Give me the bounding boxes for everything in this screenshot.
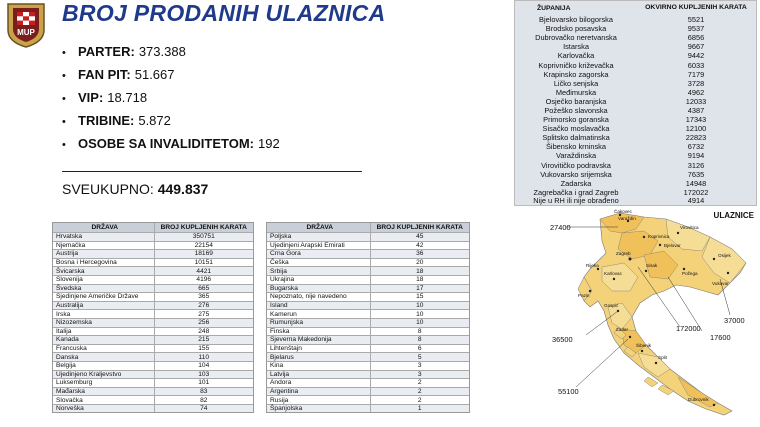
country-table-header: DRŽAVA BROJ KUPLJENIH KARATA [53,223,253,232]
table-row [53,232,253,241]
table-row [515,51,756,60]
table-row [267,335,469,344]
row-name: Varaždinska [555,151,597,161]
table-row [515,70,756,79]
row-value: 104 [154,362,254,370]
row-value: 4914 [687,196,705,206]
row-value: 6033 [687,60,705,70]
table-row [515,79,756,88]
bullet-icon: • [62,139,66,151]
row-value: 9442 [687,51,705,61]
table-row [267,318,469,327]
row-name: Španjolska [270,405,303,413]
table-row [267,258,469,267]
map-label: 172000 [676,324,701,333]
row-value: 10 [370,319,470,327]
table-row [53,378,253,387]
row-name: Šibensko krninska [546,142,606,152]
row-name: Virovitičko podravska [541,160,611,170]
row-name: Kina [270,362,284,370]
row-name: Luksemburg [56,379,93,387]
row-value: 36 [370,250,470,258]
row-value: 2 [370,396,470,404]
table-row [53,309,253,318]
table-row [267,249,469,258]
row-name: Kamerun [270,310,297,318]
row-name: Kanada [56,336,79,344]
city-label: Dubrovnik [688,397,709,402]
table-row [267,266,469,275]
city-label: Čakovec [614,209,632,214]
table-row [267,352,469,361]
table-row [267,292,469,301]
table-row [267,370,469,379]
row-name: Nepoznato, nije navedeno [270,293,347,301]
country-table-left [52,222,254,413]
row-name: Crna Gora [270,250,301,258]
row-name: Rumunjska [270,319,303,327]
table-row [515,97,756,106]
row-name: Primorsko goranska [543,115,609,125]
table-row [53,301,253,310]
table-row [53,344,253,353]
row-name: Slovačka [56,396,83,404]
table-row [267,387,469,396]
row-value: 83 [154,388,254,396]
city-label: Pazin [578,293,590,298]
row-name: Bosna i Hercegovina [56,259,117,267]
row-value: 17 [370,285,470,293]
row-name: Srbija [270,267,287,275]
table-row [515,24,756,33]
row-name: Nije u RH ili nije obrađeno [533,196,619,206]
row-name: Island [270,302,288,310]
row-name: Dubrovačko neretvanska [535,33,617,43]
row-value: 2 [370,379,470,387]
country-table-header: DRŽAVA BROJ KUPLJENIH KARATA [267,223,469,232]
row-value: 350751 [154,233,254,241]
city-label: Sisak [646,263,658,268]
table-row [53,275,253,284]
city-label: Osijek [718,253,731,258]
row-name: Andora [270,379,292,387]
divider [62,171,362,172]
county-table [514,0,757,206]
row-value: 276 [154,302,254,310]
svg-text:MUP: MUP [17,28,35,37]
table-row [515,133,756,142]
table-row [53,352,253,361]
table-row [53,266,253,275]
row-name: Osječko baranjska [545,96,607,106]
table-row [515,42,756,51]
row-name: Vukovarsko srijemska [540,169,612,179]
table-row [53,292,253,301]
table-row [267,404,469,413]
row-name: Australija [56,302,84,310]
table-row [53,318,253,327]
row-value: 82 [154,396,254,404]
row-name: Švicarska [56,267,85,275]
row-name: Češka [270,259,289,267]
row-value: 18 [370,276,470,284]
page-title: BROJ PRODANIH ULAZNICA [62,0,386,26]
city-label: Vukovar [712,281,729,286]
row-value: 9194 [687,151,705,161]
city-label: Varaždin [618,216,636,221]
row-value: 5521 [687,15,705,25]
row-name: Francuska [56,345,87,353]
row-name: Zagrebačka i grad Zagreb [533,187,619,197]
row-value: 22823 [685,133,707,143]
row-name: Hrvatska [56,233,83,241]
table-row [53,361,253,370]
city-label: Virovitica [680,225,699,230]
row-value: 8 [370,336,470,344]
map-label: 37000 [724,316,745,325]
row-name: Zadarska [560,178,592,188]
row-name: Ujedinjeno Kraljevstvo [56,370,122,378]
row-value: 365 [154,293,254,301]
row-value: 256 [154,319,254,327]
row-value: 215 [154,336,254,344]
row-name: Njemačka [56,241,86,249]
table-row [53,249,253,258]
croatia-map-shape [518,207,760,422]
row-value: 155 [154,345,254,353]
stat-invaliditet: • OSOBE SA INVALIDITETOM: 192 [62,136,280,151]
city-label: Gospić [604,303,619,308]
row-value: 5 [370,353,470,361]
table-row [267,344,469,353]
table-row [267,232,469,241]
bullet-icon: • [62,47,66,59]
row-name: Istarska [563,42,589,52]
table-row [515,15,756,24]
row-value: 4962 [687,87,705,97]
row-name: Rusija [270,396,289,404]
row-value: 42 [370,242,470,250]
row-value: 6856 [687,33,705,43]
row-name: Bjelovarsko bilogorska [539,15,613,25]
row-name: Nizozemska [56,319,92,327]
table-row [53,258,253,267]
row-value: 14948 [685,178,707,188]
row-value: 4387 [687,105,705,115]
row-name: Brodsko posavska [545,24,607,34]
row-name: Danska [56,353,79,361]
row-value: 15 [370,293,470,301]
row-value: 17343 [685,115,707,125]
row-value: 7635 [687,169,705,179]
row-name: Sjedinjene Američke Države [56,293,139,301]
table-row [267,284,469,293]
table-row [53,241,253,250]
table-row [515,151,756,160]
bullet-icon: • [62,93,66,105]
row-name: Poljska [270,233,292,241]
row-name: Italija [56,327,72,335]
row-name: Ukrajina [270,276,295,284]
map-label: 17600 [710,333,731,342]
table-row [515,170,756,179]
row-name: Požeško slavonska [544,105,608,115]
table-row [53,370,253,379]
croatia-map [518,207,760,422]
city-label: Koprivnica [648,234,670,239]
map-title: ULAZNICE [713,211,754,220]
map-label: 36500 [552,335,573,344]
city-label: Zagreb [616,251,631,256]
row-value: 2 [370,388,470,396]
row-name: Splitsko dalmatinska [542,133,610,143]
row-name: Lihtenštajn [270,345,302,353]
row-name: Švedska [56,284,82,292]
table-row [53,335,253,344]
row-name: Karlovačka [557,51,595,61]
stat-vip: • VIP: 18.718 [62,90,148,105]
ticket-stats-list [62,44,382,159]
table-row [515,124,756,133]
row-value: 12033 [685,96,707,106]
table-row [267,301,469,310]
city-label: Bjelovar [664,243,681,248]
row-name: Krapinsko zagorska [543,69,609,79]
row-value: 8 [370,328,470,336]
city-label: Rijeka [586,263,599,268]
table-row [267,361,469,370]
row-value: 9537 [687,24,705,34]
row-value: 3728 [687,78,705,88]
row-value: 101 [154,379,254,387]
row-name: Bjelarus [270,353,294,361]
table-row [515,197,756,206]
mup-logo [4,2,48,48]
row-value: 18 [370,267,470,275]
table-row [515,142,756,151]
bullet-icon: • [62,116,66,128]
map-label: 55100 [558,387,579,396]
row-name: Ličko senjska [553,78,599,88]
city-label: Požega [682,271,698,276]
row-value: 18169 [154,250,254,258]
stat-tribine: • TRIBINE: 5.872 [62,113,171,128]
country-table-right [266,222,470,413]
total-sum: SVEUKUPNO: 449.837 [62,181,209,197]
table-row [515,106,756,115]
row-value: 3 [370,371,470,379]
row-value: 10 [370,310,470,318]
row-value: 20 [370,259,470,267]
city-label: Split [658,355,667,360]
map-label: 27400 [550,223,571,232]
row-name: Sjeverna Makedonija [270,336,332,344]
row-value: 6732 [687,142,705,152]
row-value: 4196 [154,276,254,284]
row-name: Mađarska [56,387,85,395]
row-name: Finska [270,327,290,335]
row-name: Bugarska [270,284,298,292]
row-name: Sisačko moslavačka [542,124,610,134]
table-row [515,60,756,69]
table-row [267,309,469,318]
row-value: 22154 [154,242,254,250]
city-label: Zadar [616,327,629,332]
table-row [267,275,469,284]
row-value: 275 [154,310,254,318]
row-value: 12100 [685,124,707,134]
row-name: Irska [56,310,71,318]
table-row [53,387,253,396]
row-value: 4421 [154,267,254,275]
row-value: 248 [154,328,254,336]
row-name: Koprivničko križevačka [538,60,614,70]
row-value: 3126 [687,160,705,170]
row-value: 7179 [687,69,705,79]
row-value: 6 [370,345,470,353]
stat-parter: • PARTER: 373.388 [62,44,186,59]
table-row [53,284,253,293]
row-name: Ujedinjeni Arapski Emirati [270,241,345,249]
row-name: Austrija [56,250,78,258]
row-name: Belgija [56,362,76,370]
stat-fan-pit: • FAN PIT: 51.667 [62,67,175,82]
row-value: 1 [370,405,470,413]
row-value: 74 [154,405,254,413]
table-row [515,179,756,188]
table-row [53,327,253,336]
table-row [515,115,756,124]
row-name: Argentina [270,387,299,395]
bullet-icon: • [62,70,66,82]
row-value: 3 [370,362,470,370]
row-value: 45 [370,233,470,241]
row-value: 10 [370,302,470,310]
row-name: Slovenija [56,276,83,284]
row-value: 110 [154,353,254,361]
city-label: Šibenik [636,343,652,348]
row-value: 10151 [154,259,254,267]
row-value: 9667 [687,42,705,52]
table-row [53,404,253,413]
table-row [267,327,469,336]
row-name: Međimurska [555,87,597,97]
county-table-header: ŽUPANIJA OKVIRNO KUPLJENIH KARATA [537,3,747,12]
table-row [53,395,253,404]
table-row [515,33,756,42]
table-row [515,161,756,170]
row-name: Latvija [270,370,290,378]
row-value: 665 [154,285,254,293]
row-value: 172022 [683,187,709,197]
city-label: Karlovac [604,271,622,276]
row-value: 103 [154,371,254,379]
table-row [267,395,469,404]
row-name: Norveška [56,405,84,413]
table-row [515,88,756,97]
table-row [267,241,469,250]
table-row [267,378,469,387]
